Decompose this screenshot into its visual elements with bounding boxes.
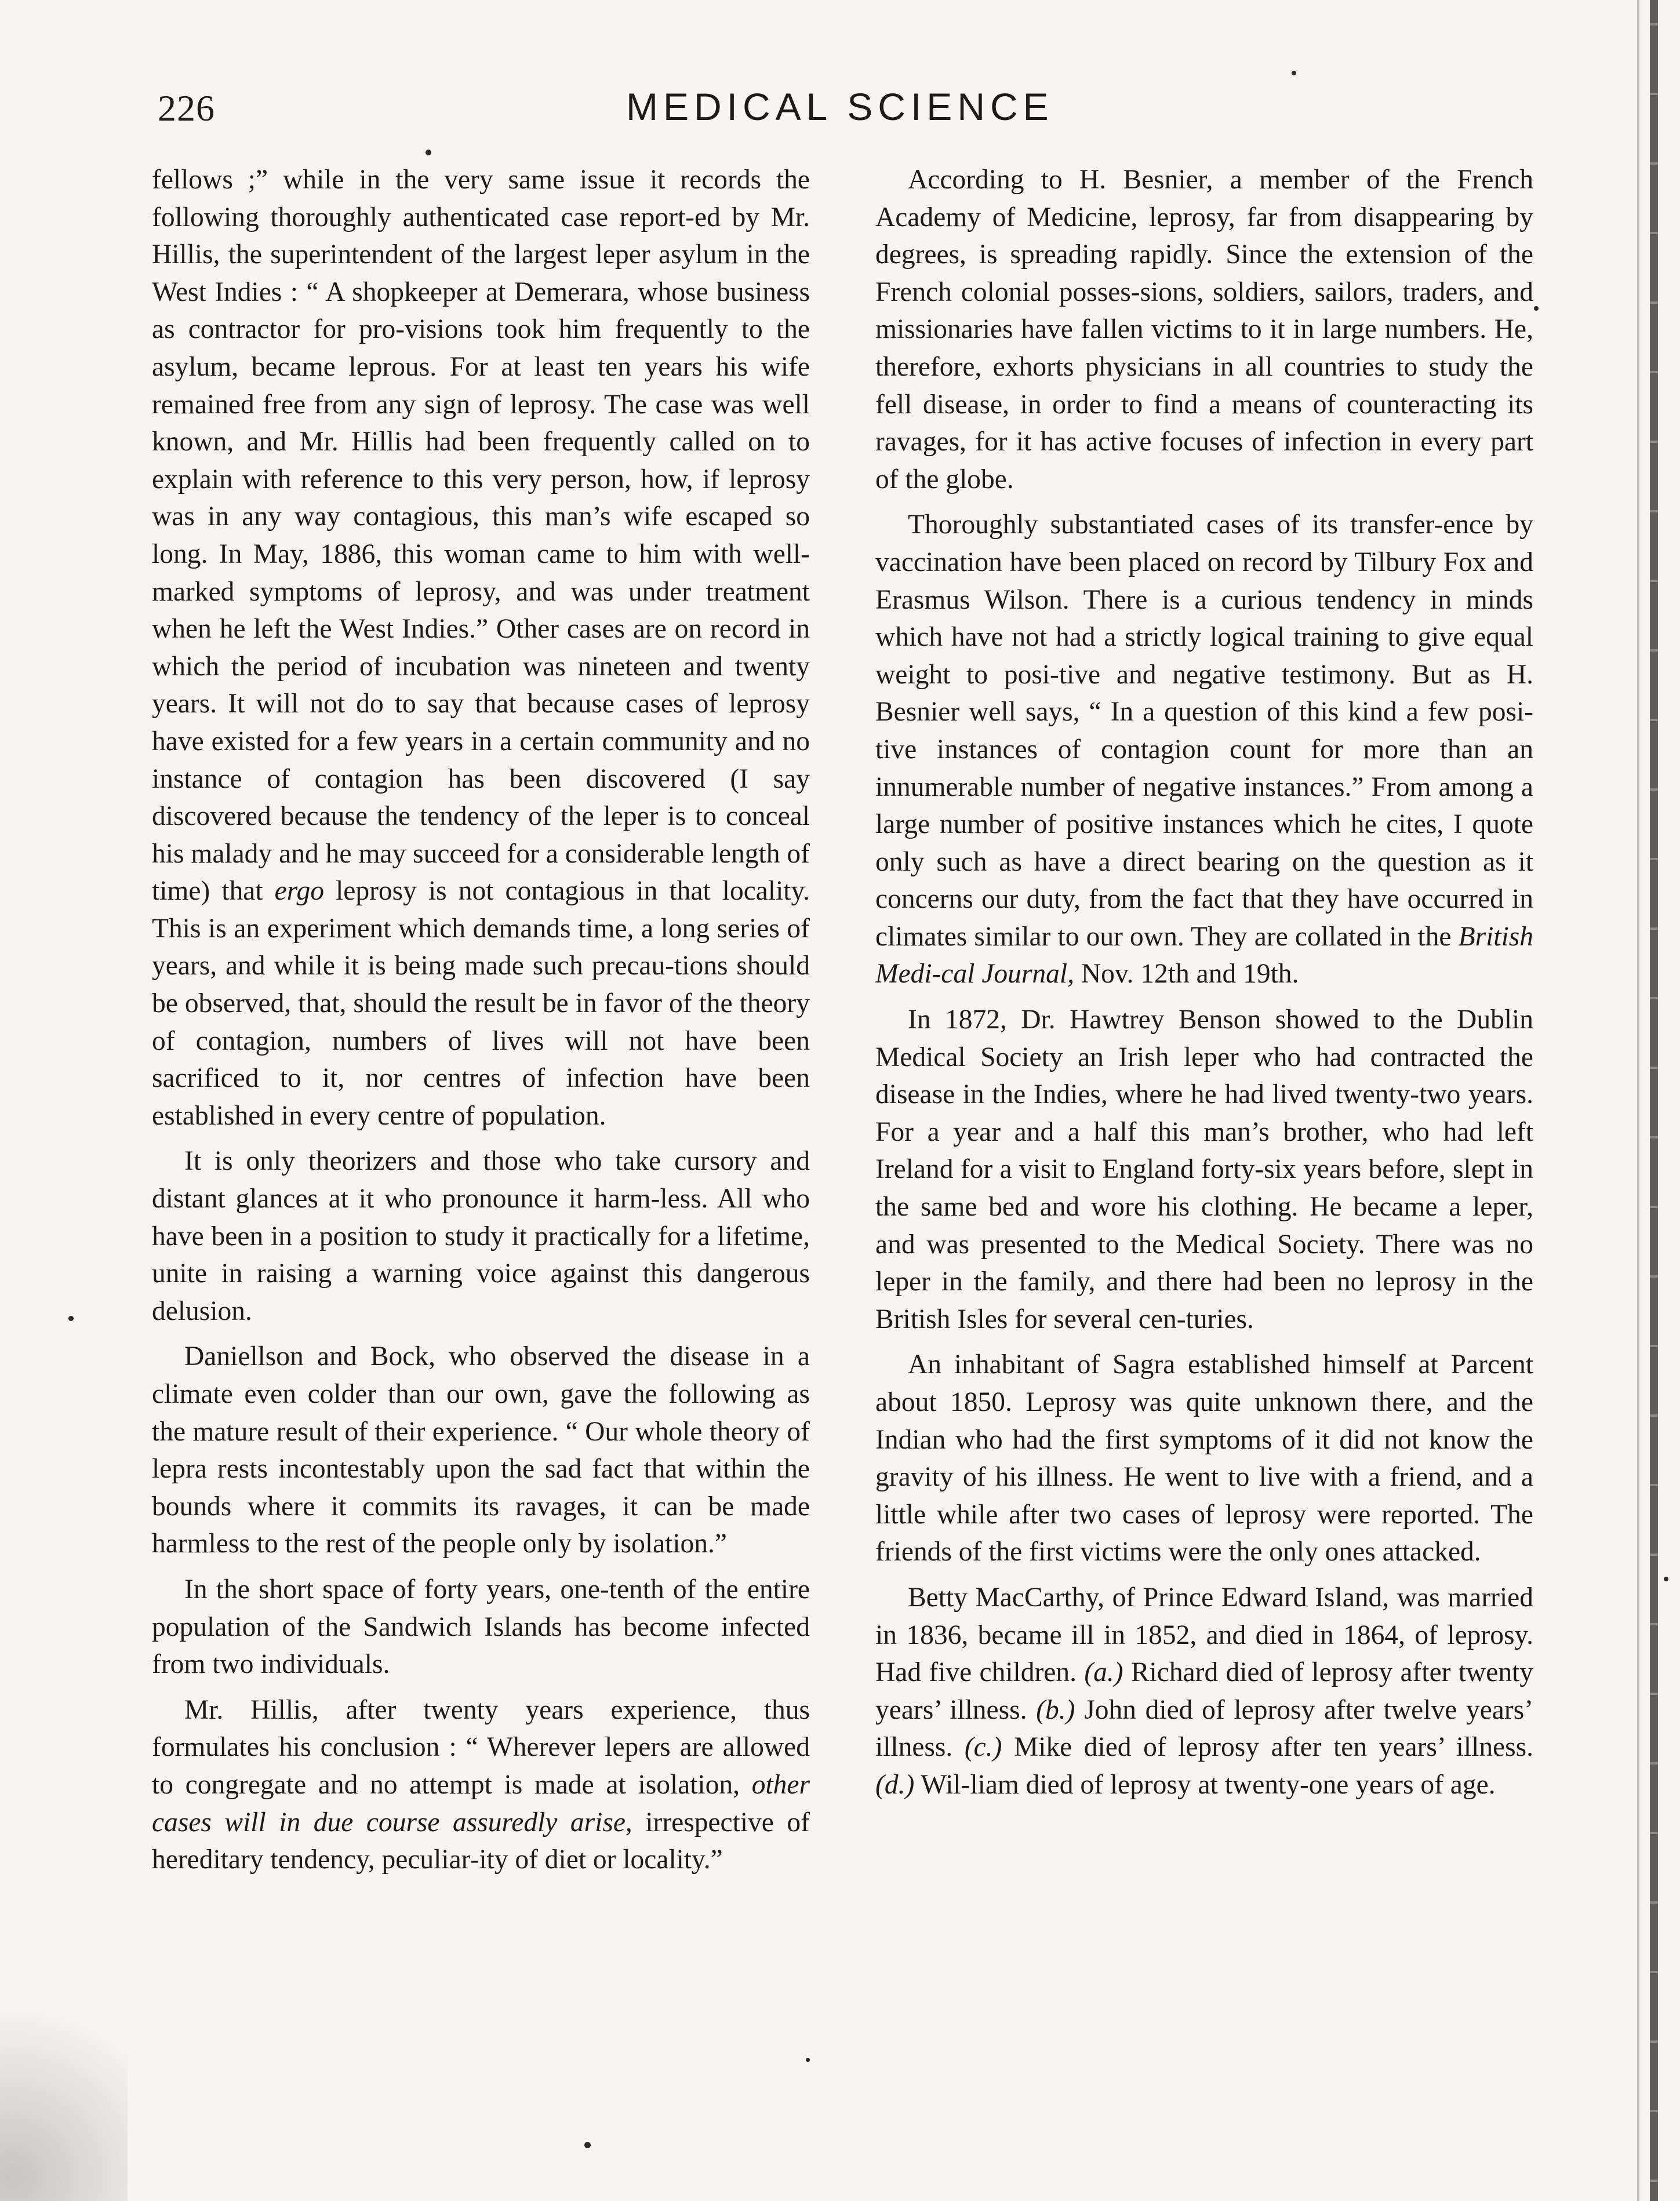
ink-speck — [1664, 1577, 1668, 1581]
scan-corner-noise — [0, 1958, 128, 2201]
left-paragraph-5: Mr. Hillis, after twenty years experience, thus formulates his conclusion : “ Wherever lepers are allowed to congregate and no attempt is made at isolation, other cases will in due course assuredly arise, irrespective of hereditary tendency, peculiar-ity of diet or locality.” — [152, 1694, 810, 1875]
right-paragraph-5: Betty MacCarthy, of Prince Edward Island, was married in 1836, became ill in 1852, and died in 1864, of leprosy. Had five children. (a.) Richard died of leprosy after twenty years’ illness. (b.) John died of leprosy after twelve years’ illness. (c.) Mike died of leprosy after ten years’ illness. (d.) Wil-liam died of leprosy at twenty-one years of age. — [875, 1582, 1534, 1800]
left-paragraph-1: fellows ;” while in the very same issue it records the following thoroughly authenticated case report-ed by Mr. Hillis, the superintendent of the largest leper asylum in the West Indies : “ A shopkeeper at Demerara, whose business as contractor for pro-visions took him frequently to the asylum, became leprous. For at least ten years his wife remained free from any sign of leprosy. The case was well known, and Mr. Hillis had been frequently called on to explain with reference to this very person, how, if leprosy was in any way contagious, this man’s wife escaped so long. In May, 1886, this woman came to him with well-marked symptoms of leprosy, and was under treatment when he left the West Indies.” Other cases are on record in which the period of incubation was nineteen and twenty years. It will not do to say that because cases of leprosy have existed for a few years in a certain community and no instance of contagion has been discovered (I say discovered because the tendency of the leper is to conceal his malady and he may succeed for a considerable length of time) that ergo leprosy is not contagious in that locality. This is an experiment which demands time, a long series of years, and while it is being made such precau-tions should be observed, that, should the result be in favor of the theory of contagion, numbers of lives will not have been sacrificed to it, nor centres of infection have been established in every centre of population. — [152, 165, 810, 1131]
ink-speck — [1292, 71, 1296, 75]
ink-speck — [68, 1316, 74, 1321]
ink-speck — [1534, 306, 1539, 311]
left-column — [152, 161, 810, 1879]
left-paragraph-3: Daniellson and Bock, who observed the disease in a climate even colder than our own, gave the following as the mature result of their experience. “ Our whole theory of lepra rests incontestably upon the sad fact that within the bounds where it commits its ravages, it can be made harmless to the rest of the people only by isolation.” — [152, 1341, 810, 1559]
journal-title-italic: British Medi-cal Journal, — [875, 921, 1533, 989]
right-column — [875, 161, 1533, 1804]
hillis-quote-italic: other cases will in due course assuredly arise, — [152, 1769, 810, 1838]
ink-speck — [584, 2142, 591, 2148]
ink-speck — [426, 150, 431, 155]
left-paragraph-2: It is only theorizers and those who take cursory and distant glances at it who pronounce it harm-less. All who have been in a position to study it practically for a lifetime, unite in raising a warning voice against this dangerous delusion. — [152, 1146, 810, 1326]
scan-edge-line — [1637, 0, 1639, 2201]
left-paragraph-4: In the short space of forty years, one-tenth of the entire population of the Sandwich Islands has become infected from two individuals. — [152, 1574, 810, 1680]
ink-speck — [806, 2058, 810, 2062]
right-paragraph-1: According to H. Besnier, a member of the French Academy of Medicine, leprosy, far from disappearing by degrees, is spreading rapidly. Since the extension of the French colonial posses-sions, soldiers, sailors, traders, and missionaries have fallen victims to it in large numbers. He, therefore, exhorts physicians in all countries to study the fell disease, in order to find a means of counteracting its ravages, for it has active focuses of infection in every part of the globe. — [875, 165, 1533, 494]
scan-edge-shadow — [1650, 0, 1658, 2201]
page-number: 226 — [158, 88, 215, 129]
running-head: MEDICAL SCIENCE — [626, 85, 1054, 128]
ergo-italic: ergo — [274, 876, 324, 907]
right-paragraph-3: In 1872, Dr. Hawtrey Benson showed to the Dublin Medical Society an Irish leper who had contracted the disease in the Indies, where he had lived twenty-two years. For a year and a half this man’s brother, who had left Ireland for a visit to England forty-six years before, slept in the same bed and wore his clothing. He became a leper, and was presented to the Medical Society. There was no leper in the family, and there had been no leprosy in the British Isles for several cen-turies. — [875, 1005, 1533, 1334]
right-paragraph-4: An inhabitant of Sagra established himself at Parcent about 1850. Leprosy was quite unknown there, and the Indian who had the first symptoms of it did not know the gravity of his illness. He went to live with a friend, and a little while after two cases of leprosy were reported. The friends of the first victims were the only ones attacked. — [875, 1349, 1533, 1567]
right-paragraph-2: Thoroughly substantiated cases of its transfer-ence by vaccination have been placed on record by Tilbury Fox and Erasmus Wilson. There is a curious tendency in minds which have not had a strictly logical training to give equal weight to posi-tive and negative testimony. But as H. Besnier well says, “ In a question of this kind a few posi-tive instances of contagion count for more than an innumerable number of negative instances.” From among a large number of positive instances which he cites, I quote only such as have a direct bearing on the question as it concerns our duty, from the fact that they have occurred in climates similar to our own. They are collated in the British Medi-cal Journal, Nov. 12th and 19th. — [875, 510, 1533, 989]
